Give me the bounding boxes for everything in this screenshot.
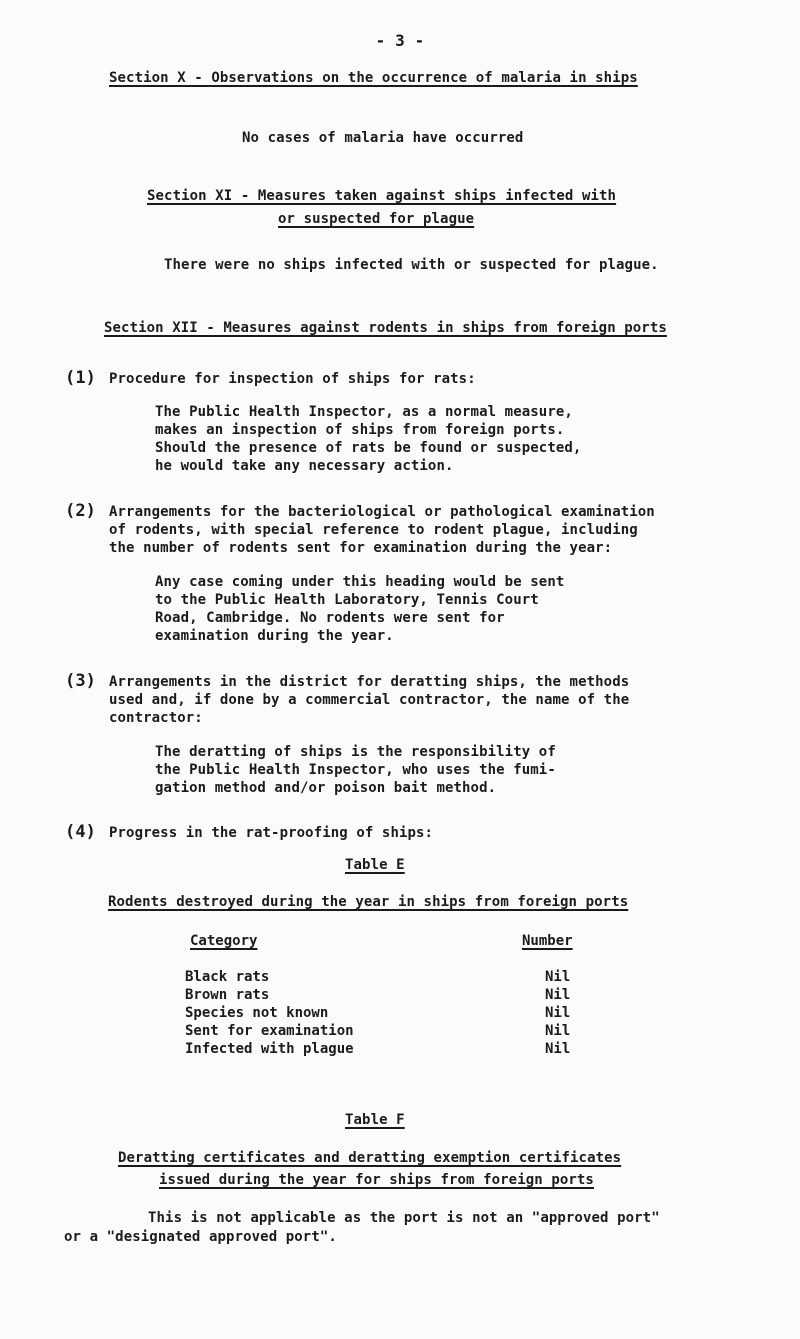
item-title: Progress in the rat-proofing of ships: bbox=[109, 825, 434, 841]
table-e-label: Table E bbox=[345, 857, 405, 873]
item-body-line: The deratting of ships is the responsibility of bbox=[155, 744, 556, 760]
table-e-cell-number: Nil bbox=[545, 1005, 571, 1021]
item-body-line: The Public Health Inspector, as a normal measure, bbox=[155, 404, 573, 420]
table-e-caption: Rodents destroyed during the year in ships from foreign ports bbox=[108, 894, 629, 910]
table-e-cell-category: Species not known bbox=[185, 1005, 329, 1021]
page-number: - 3 - bbox=[375, 31, 425, 50]
section-xii-heading: Section XII - Measures against rodents in ships from foreign ports bbox=[104, 320, 667, 336]
table-e-cell-category: Brown rats bbox=[185, 987, 270, 1003]
item-title: of rodents, with special reference to rodent plague, including bbox=[109, 522, 638, 538]
table-e-cell-category: Infected with plague bbox=[185, 1041, 354, 1057]
item-number: (2) bbox=[65, 501, 97, 521]
table-e-cell-number: Nil bbox=[545, 1023, 571, 1039]
item-body-line: the Public Health Inspector, who uses the fumi- bbox=[155, 762, 556, 778]
table-e-cell-number: Nil bbox=[545, 1041, 571, 1057]
item-title: Procedure for inspection of ships for rats: bbox=[109, 371, 476, 387]
item-title: Arrangements for the bacteriological or pathological examination bbox=[109, 504, 655, 520]
item-number: (3) bbox=[65, 671, 97, 691]
table-e-cell-category: Black rats bbox=[185, 969, 270, 985]
item-body-line: Road, Cambridge. No rodents were sent for bbox=[155, 610, 505, 626]
table-e-header-number: Number bbox=[522, 933, 573, 949]
section-x-text: No cases of malaria have occurred bbox=[242, 130, 524, 146]
table-f-caption-line2: issued during the year for ships from foreign ports bbox=[159, 1172, 594, 1188]
table-f-caption-line1: Deratting certificates and deratting exemption certificates bbox=[118, 1150, 622, 1166]
section-xi-heading-line2: or suspected for plague bbox=[278, 211, 475, 227]
item-title: Arrangements in the district for deratting ships, the methods bbox=[109, 674, 630, 690]
table-f-label: Table F bbox=[345, 1112, 405, 1128]
item-body-line: examination during the year. bbox=[155, 628, 394, 644]
section-xi-text: There were no ships infected with or suspected for plague. bbox=[164, 257, 659, 273]
item-number: (1) bbox=[65, 368, 97, 388]
item-body-line: Any case coming under this heading would be sent bbox=[155, 574, 565, 590]
item-number: (4) bbox=[65, 822, 97, 842]
table-e-cell-category: Sent for examination bbox=[185, 1023, 354, 1039]
table-e-cell-number: Nil bbox=[545, 969, 571, 985]
item-title: the number of rodents sent for examination during the year: bbox=[109, 540, 613, 556]
item-body-line: he would take any necessary action. bbox=[155, 458, 454, 474]
section-x-heading: Section X - Observations on the occurrence of malaria in ships bbox=[109, 70, 638, 86]
table-f-note-line2: or a "designated approved port". bbox=[64, 1229, 337, 1245]
table-f-note-line1: This is not applicable as the port is not an "approved port" bbox=[148, 1210, 660, 1226]
section-xi-heading-line1: Section XI - Measures taken against ships infected with bbox=[147, 188, 617, 204]
item-body-line: gation method and/or poison bait method. bbox=[155, 780, 497, 796]
item-title: used and, if done by a commercial contractor, the name of the bbox=[109, 692, 630, 708]
item-body-line: to the Public Health Laboratory, Tennis Court bbox=[155, 592, 539, 608]
item-body-line: makes an inspection of ships from foreign ports. bbox=[155, 422, 565, 438]
item-body-line: Should the presence of rats be found or suspected, bbox=[155, 440, 582, 456]
table-e-header-category: Category bbox=[190, 933, 258, 949]
table-e-cell-number: Nil bbox=[545, 987, 571, 1003]
item-title: contractor: bbox=[109, 710, 203, 726]
